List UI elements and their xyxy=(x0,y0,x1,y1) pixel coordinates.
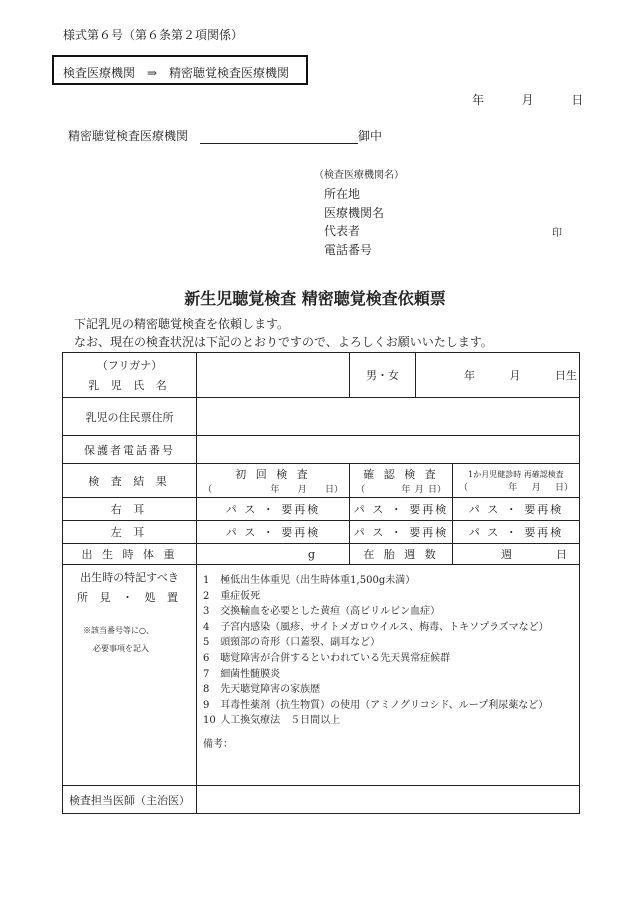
day-label: 日 xyxy=(556,548,567,561)
finding-item[interactable]: 9 耳毒性薬剤（抗生物質）の使用（アミノグリコシド、ループ利尿薬など） xyxy=(203,699,549,711)
onemonth-test-date[interactable]: （ 年 月 日） xyxy=(459,482,573,493)
birth-weight-field[interactable] xyxy=(197,544,350,565)
finding-item[interactable]: 6 聴覚障害が合併するといわれている先天異常症候群 xyxy=(203,652,451,664)
findings-label-line-2: 所 見 ・ 処 置 xyxy=(77,591,182,604)
form-title: 新生児聴覚検査 精密聴覚検査依頼票 xyxy=(184,289,446,308)
address-label: 乳児の住民票住所 xyxy=(63,398,197,436)
finding-item[interactable]: 10 人工換気療法 ５日間以上 xyxy=(203,715,341,727)
right-ear-initial[interactable]: パ ス ・ 要再検 xyxy=(197,498,350,521)
address-field[interactable] xyxy=(197,398,580,436)
sender-representative: 代表者 xyxy=(324,224,361,238)
sender-location: 所在地 xyxy=(324,187,361,201)
finding-item[interactable]: 7 細菌性髄膜炎 xyxy=(203,668,281,680)
birth-month-label: 月 xyxy=(509,369,521,382)
findings-list xyxy=(197,565,580,786)
routing-box: 検査医療機関 ⇒ 精密聴覚検査医療機関 xyxy=(52,55,308,85)
doctor-field[interactable] xyxy=(197,786,580,814)
confirm-test-header xyxy=(350,464,453,498)
confirm-test-date[interactable]: （ 年 月 日） xyxy=(356,485,446,495)
sender-institution: 医療機関名 xyxy=(324,206,385,220)
addressee-label: 精密聴覚検査医療機関 xyxy=(68,129,189,143)
left-ear-confirm[interactable]: パ ス ・ 要再検 xyxy=(350,521,453,544)
sex-field[interactable]: 男・女 xyxy=(350,353,416,398)
request-table xyxy=(62,352,580,814)
gestation-label: 在 胎 週 数 xyxy=(350,544,453,565)
left-ear-initial[interactable]: パ ス ・ 要再検 xyxy=(197,521,350,544)
initial-test-title: 初 回 検 査 xyxy=(235,468,311,481)
intro-line-2: なお、現在の検査状況は下記のとおりですので、よろしくお願いいたします。 xyxy=(74,335,493,349)
seal-mark: 印 xyxy=(552,228,562,239)
infant-name-field[interactable] xyxy=(197,353,350,398)
guardian-phone-label: 保護者電話番号 xyxy=(63,436,197,464)
weight-unit: g xyxy=(307,547,315,561)
findings-label-line-1: 出生時の特記すべき xyxy=(80,571,179,584)
infant-name-text: 乳 児 氏 名 xyxy=(88,379,171,392)
findings-note-2: 必要事項を記入 xyxy=(93,644,149,653)
intro-line-1: 下記乳児の精密聴覚検査を依頼します。 xyxy=(74,317,290,331)
issue-date xyxy=(472,91,583,108)
date-year: 年 xyxy=(472,93,485,107)
guardian-phone-field[interactable] xyxy=(197,436,580,464)
confirm-test-title: 確 認 検 査 xyxy=(363,468,439,481)
finding-item[interactable]: 1 極低出生体重児（出生時体重1,500g未満） xyxy=(203,575,416,586)
right-ear-confirm[interactable]: パ ス ・ 要再検 xyxy=(350,498,453,521)
onemonth-test-header xyxy=(453,464,580,498)
finding-item[interactable]: 5 頭頸部の奇形（口蓋裂、副耳など） xyxy=(203,637,381,649)
infant-name-label xyxy=(63,353,197,398)
form-number: 様式第６号（第６条第２項関係） xyxy=(63,28,244,42)
left-ear-label: 左 耳 xyxy=(63,521,197,544)
finding-item[interactable]: 2 重症仮死 xyxy=(203,590,261,602)
left-ear-onemonth[interactable]: パ ス ・ 要再検 xyxy=(453,521,580,544)
addressee-field[interactable] xyxy=(200,130,358,144)
date-month: 月 xyxy=(521,93,534,107)
right-ear-onemonth[interactable]: パ ス ・ 要再検 xyxy=(453,498,580,521)
finding-item[interactable]: 8 先天聴覚障害の家族歴 xyxy=(203,684,321,696)
remarks-label[interactable]: 備考： xyxy=(203,738,233,750)
finding-item[interactable]: 3 交換輸血を必要とした黄疸（高ビリルビン血症） xyxy=(203,606,441,618)
furigana-label: （フリガナ） xyxy=(96,359,163,372)
sender-caption: （検査医療機関名） xyxy=(314,170,404,181)
doctor-label: 検査担当医師（主治医） xyxy=(63,786,197,814)
date-day: 日 xyxy=(571,93,584,107)
results-label: 検 査 結 果 xyxy=(63,464,197,498)
right-ear-label: 右 耳 xyxy=(63,498,197,521)
gestation-field[interactable] xyxy=(453,544,580,565)
birth-date-field[interactable] xyxy=(416,353,580,398)
birth-year-label: 年 xyxy=(464,369,475,382)
initial-test-date[interactable]: （ 年 月 日） xyxy=(203,485,343,495)
sender-phone: 電話番号 xyxy=(324,243,373,257)
birth-day-label: 日生 xyxy=(555,369,577,382)
findings-label xyxy=(63,565,197,786)
finding-item[interactable]: 4 子宮内感染（風疹、サイトメガロウイルス、梅毒、トキソプラズマなど） xyxy=(203,621,549,633)
week-label: 週 xyxy=(501,548,512,561)
onemonth-test-title: 1か月児健診時 再確認検査 xyxy=(468,469,564,479)
birth-weight-label: 出 生 時 体 重 xyxy=(63,544,197,565)
findings-note-1: ※該当番号等に○、 xyxy=(83,626,154,635)
addressee-honorific: 御中 xyxy=(358,129,383,143)
initial-test-header xyxy=(197,464,350,498)
addressee xyxy=(68,127,382,144)
